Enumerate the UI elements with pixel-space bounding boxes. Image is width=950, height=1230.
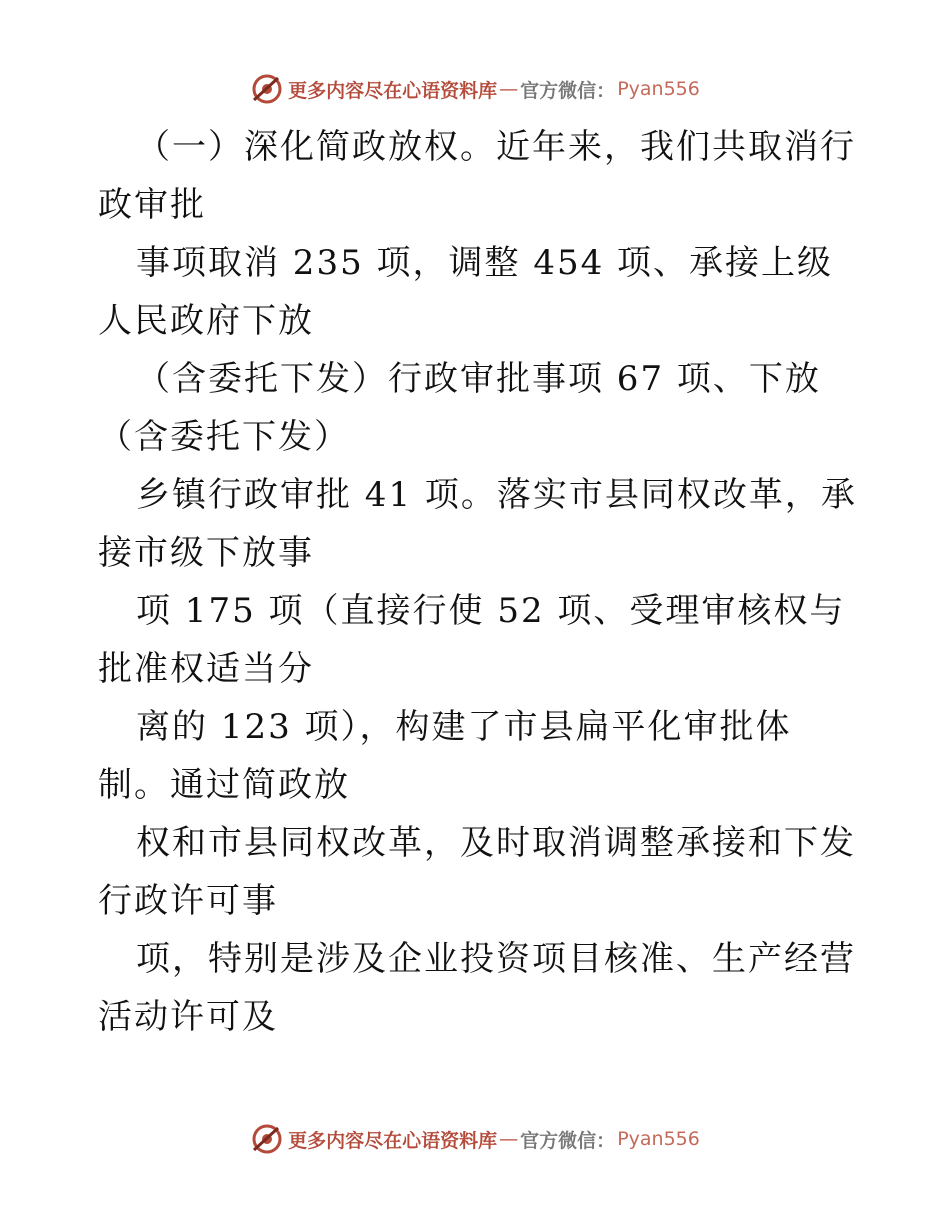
watermark-label: 官方微信： [520, 79, 616, 102]
watermark-dash: — [499, 78, 519, 100]
watermark-id: Pyan556 [617, 1128, 700, 1150]
watermark-main-text: 更多内容尽在心语资料库 [288, 79, 498, 102]
footer-watermark [0, 1122, 950, 1156]
paragraph: 事项取消 235 项，调整 454 项、承接上级人民政府下放 [98, 243, 834, 341]
paragraph: 乡镇行政审批 41 项。落实市县同权改革，承接市级下放事 [98, 475, 857, 573]
paragraph: 项 175 项（直接行使 52 项、受理审核权与批准权适当分 [98, 591, 846, 689]
paragraph: （一）深化简政放权。近年来，我们共取消行政审批 [98, 127, 856, 225]
logo-icon [250, 72, 284, 106]
watermark-id: Pyan556 [617, 78, 700, 100]
header-watermark [0, 72, 950, 106]
paragraph: 离的 123 项），构建了市县扁平化审批体制。通过简政放 [98, 707, 792, 805]
paragraph: （含委托下发）行政审批事项 67 项、下放（含委托下发） [98, 359, 821, 457]
document-body [98, 118, 858, 1046]
watermark-main-text: 更多内容尽在心语资料库 [288, 1129, 498, 1152]
paragraph: 权和市县同权改革，及时取消调整承接和下发行政许可事 [98, 823, 856, 921]
watermark-dash: — [499, 1128, 519, 1150]
watermark-label: 官方微信： [520, 1129, 616, 1152]
logo-icon [250, 1122, 284, 1156]
paragraph: 项，特别是涉及企业投资项目核准、生产经营活动许可及 [98, 939, 856, 1037]
